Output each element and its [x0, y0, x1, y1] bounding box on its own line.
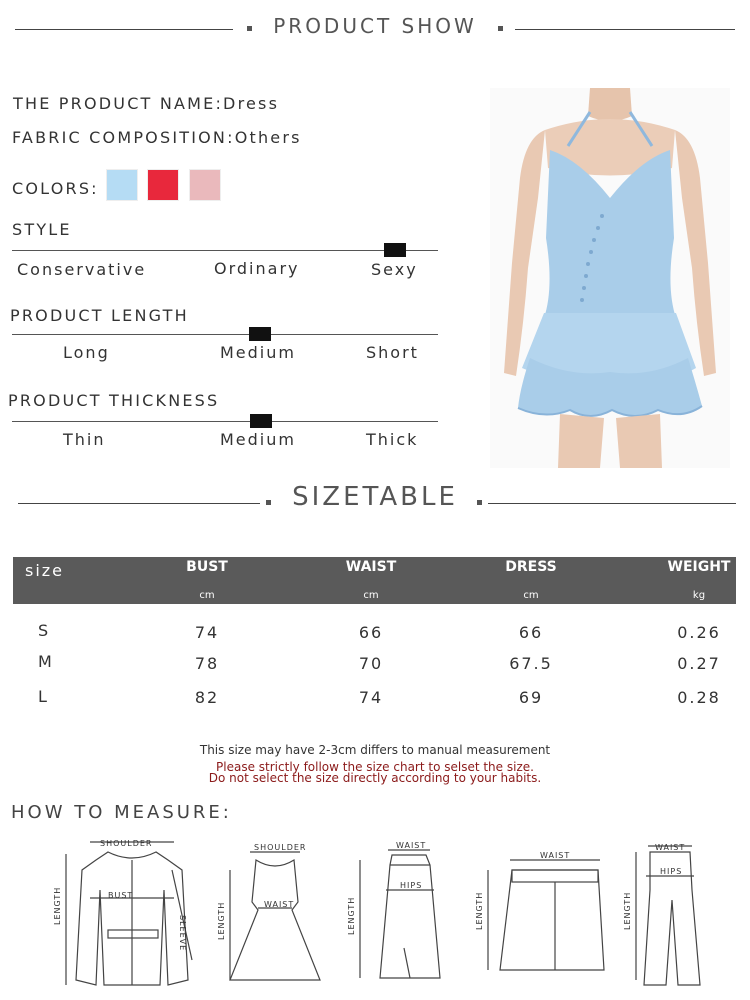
dress-diagram — [217, 843, 320, 980]
fabric-label: FABRIC COMPOSITION: — [12, 128, 235, 147]
style-option-ordinary: Ordinary — [214, 259, 300, 278]
header-square-right — [498, 26, 503, 31]
column-unit-waist: cm — [363, 590, 379, 601]
cell-s-dress: 66 — [518, 623, 544, 642]
label-jacket-bust: BUST — [108, 891, 134, 900]
size-label-l: L — [38, 687, 49, 706]
fabric-row — [12, 128, 302, 147]
thickness-option-medium: Medium — [220, 430, 296, 449]
header-square-left — [247, 26, 252, 31]
size-note: This size may have 2-3cm differs to manual measurement — [199, 743, 551, 757]
style-title: STYLE — [12, 220, 72, 239]
size-warning-2: Do not select the size directly according to your habits. — [208, 771, 542, 785]
sizetable-square-right — [477, 500, 482, 505]
style-option-sexy: Sexy — [371, 260, 418, 279]
color-swatch-blue[interactable] — [106, 169, 138, 201]
label-pants-hips: HIPS — [660, 867, 683, 876]
thickness-scale-line — [12, 421, 438, 422]
cell-m-dress: 67.5 — [509, 654, 553, 673]
style-option-conservative: Conservative — [17, 260, 147, 279]
column-header-weight: WEIGHT — [667, 559, 731, 575]
column-unit-weight: kg — [692, 590, 706, 601]
label-pants-waist: WAIST — [655, 843, 686, 852]
label-dress-shoulder: SHOULDER — [254, 843, 307, 852]
label-dress-waist: WAIST — [264, 900, 295, 909]
length-title: PRODUCT LENGTH — [10, 306, 189, 325]
sizetable-title: SIZETABLE — [292, 482, 458, 512]
measure-diagrams — [0, 830, 750, 995]
label-jacket-shoulder: SHOULDER — [100, 839, 153, 848]
product-name-value: Dress — [223, 94, 280, 113]
length-option-short: Short — [366, 343, 419, 362]
thickness-title: PRODUCT THICKNESS — [8, 391, 220, 410]
mannequin-neck — [588, 88, 632, 121]
column-header-bust: BUST — [186, 559, 228, 575]
label-pants-length: LENGTH — [623, 891, 632, 930]
color-swatch-red[interactable] — [147, 169, 179, 201]
label-shorts-waist: WAIST — [540, 851, 571, 860]
cell-s-waist: 66 — [358, 623, 384, 642]
length-option-medium: Medium — [220, 343, 296, 362]
cell-l-waist: 74 — [358, 688, 384, 707]
column-header-dress: DRESS — [505, 559, 557, 575]
cell-m-bust: 78 — [194, 654, 220, 673]
header-rule-right — [515, 29, 735, 30]
pants-diagram — [623, 843, 700, 985]
length-option-long: Long — [63, 343, 110, 362]
shorts-diagram — [475, 851, 604, 970]
sizetable-square-left — [266, 500, 271, 505]
cell-m-weight: 0.27 — [677, 654, 721, 673]
product-name-label: THE PRODUCT NAME: — [13, 94, 224, 113]
cell-l-weight: 0.28 — [677, 688, 721, 707]
label-skirt-length: LENGTH — [347, 896, 356, 935]
label-dress-length: LENGTH — [217, 901, 226, 940]
cell-l-bust: 82 — [194, 688, 220, 707]
label-skirt-waist: WAIST — [396, 841, 427, 850]
color-swatch-pink[interactable] — [189, 169, 221, 201]
label-jacket-length: LENGTH — [53, 886, 62, 925]
cell-s-bust: 74 — [194, 623, 220, 642]
label-jacket-sleeve: SLEEVE — [178, 915, 187, 952]
length-scale-line — [12, 334, 438, 335]
jacket-diagram — [53, 839, 192, 985]
column-unit-dress: cm — [523, 590, 539, 601]
size-label-m: M — [38, 652, 54, 671]
style-scale-line — [12, 250, 438, 251]
how-to-measure-title: HOW TO MEASURE: — [11, 802, 232, 823]
header-rule-left — [15, 29, 233, 30]
label-skirt-hips: HIPS — [400, 881, 423, 890]
skirt-diagram — [347, 841, 440, 978]
size-label-s: S — [38, 621, 51, 640]
product-show-title: PRODUCT SHOW — [273, 14, 477, 38]
size-column-header: size — [25, 561, 65, 580]
cell-m-waist: 70 — [358, 654, 384, 673]
sizetable-rule-left — [18, 503, 260, 504]
cell-s-weight: 0.26 — [677, 623, 721, 642]
thickness-option-thin: Thin — [63, 430, 106, 449]
thickness-scale-marker — [250, 414, 272, 428]
cell-l-dress: 69 — [518, 688, 544, 707]
style-scale-marker — [384, 243, 406, 257]
thickness-option-thick: Thick — [366, 430, 419, 449]
product-photo — [490, 88, 730, 468]
colors-label: COLORS: — [12, 179, 99, 198]
sizetable-rule-right — [488, 503, 736, 504]
length-scale-marker — [249, 327, 271, 341]
product-name-row — [13, 94, 279, 113]
size-warning-1: Please strictly follow the size chart to selset the size. — [216, 760, 534, 774]
column-header-waist: WAIST — [345, 559, 397, 575]
fabric-value: Others — [234, 128, 302, 147]
label-shorts-length: LENGTH — [475, 891, 484, 930]
column-unit-bust: cm — [199, 590, 215, 601]
